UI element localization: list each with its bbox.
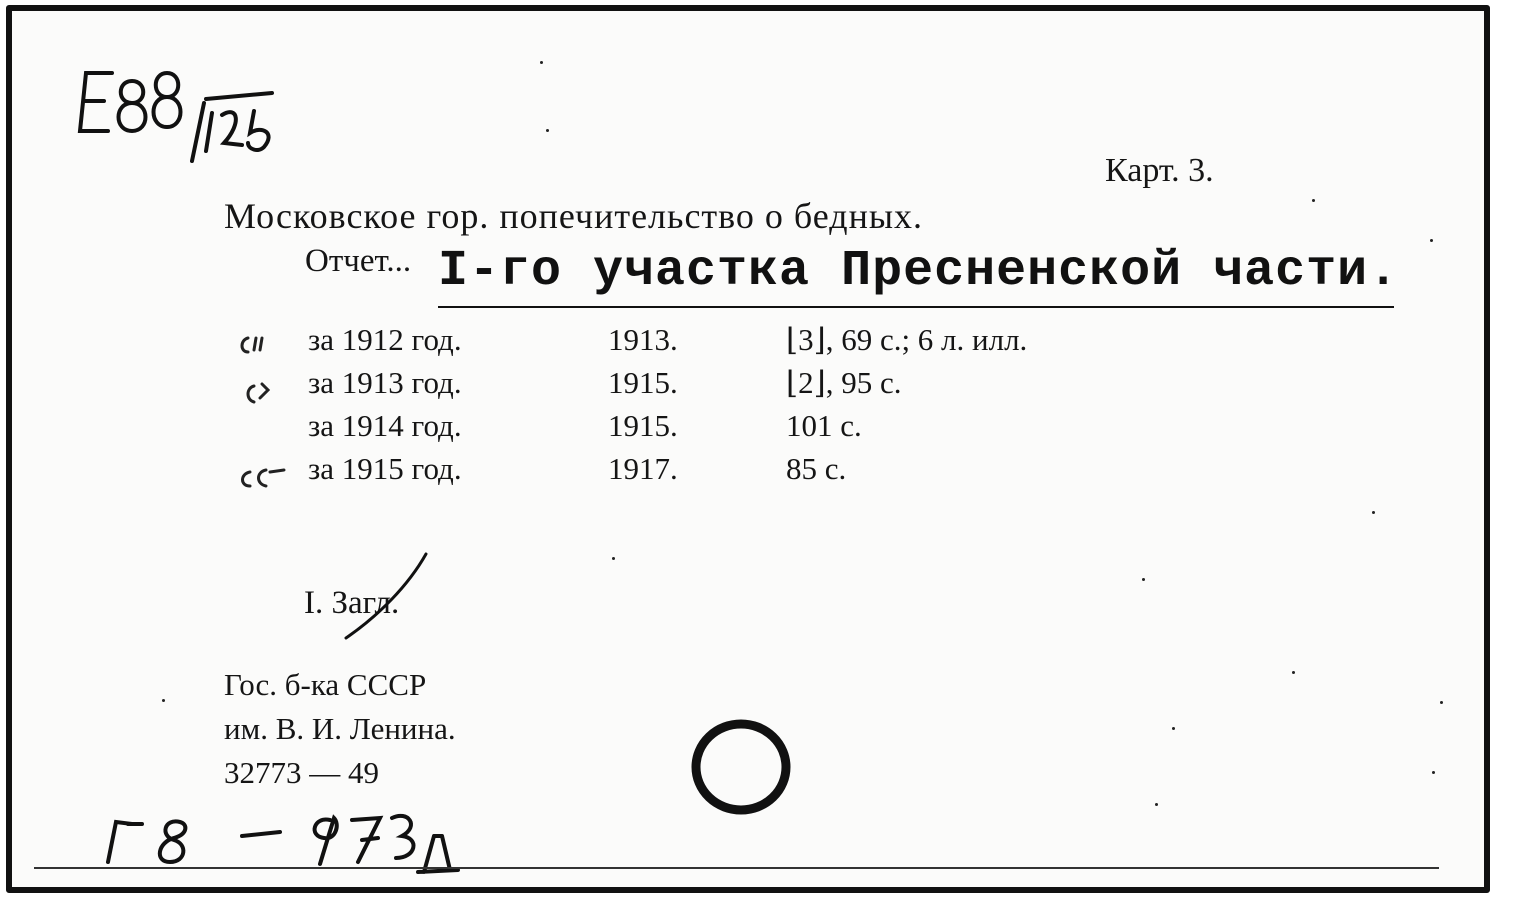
strike-mark (338, 546, 438, 646)
speck (612, 557, 615, 560)
catalog-card (6, 5, 1490, 893)
entry-year: 1915. (608, 365, 678, 400)
library-line-3: 32773 — 49 (224, 755, 379, 790)
card-number: Карт. 3. (1105, 152, 1214, 189)
speck (1430, 239, 1433, 242)
library-line-2: им. В. И. Ленина. (224, 711, 456, 746)
entry-row (12, 365, 1412, 409)
footer-rule (34, 867, 1439, 869)
card-heading: Московское гор. попечительство о бедных. (224, 196, 924, 236)
speck (1292, 671, 1295, 674)
subtitle-prefix: Отчет... (305, 243, 412, 279)
entry-period: за 1915 год. (308, 451, 462, 486)
speck (540, 61, 543, 64)
speck (1432, 771, 1435, 774)
title-underline (438, 306, 1394, 308)
speck (162, 699, 165, 702)
entry-row (12, 408, 1412, 452)
entry-period: за 1912 год. (308, 322, 462, 357)
entry-row (12, 322, 1412, 366)
entry-year: 1913. (608, 322, 678, 357)
entry-period: за 1914 год. (308, 408, 462, 443)
note-reference: I. Загл. (304, 585, 400, 621)
punch-hole (686, 711, 796, 821)
speck (1142, 578, 1145, 581)
entry-period: за 1913 год. (308, 365, 462, 400)
speck (1372, 511, 1375, 514)
handwritten-inventory (102, 796, 492, 891)
speck (546, 129, 549, 132)
entry-extent: 101 с. (786, 408, 862, 443)
speck (1155, 803, 1158, 806)
speck (1172, 727, 1175, 730)
entry-extent: 85 с. (786, 451, 847, 486)
entry-year: 1917. (608, 451, 678, 486)
entry-extent: ⌊2⌋, 95 с. (786, 365, 902, 400)
speck (1312, 199, 1315, 202)
entry-extent: ⌊3⌋, 69 с.; 6 л. илл. (786, 322, 1028, 357)
library-line-1: Гос. б-ка СССР (224, 667, 427, 702)
subtitle-main: I-го участка Пресненской части. (438, 243, 1400, 300)
speck (1440, 701, 1443, 704)
entry-year: 1915. (608, 408, 678, 443)
handwritten-shelfmark (72, 51, 302, 171)
entry-row (12, 451, 1412, 495)
